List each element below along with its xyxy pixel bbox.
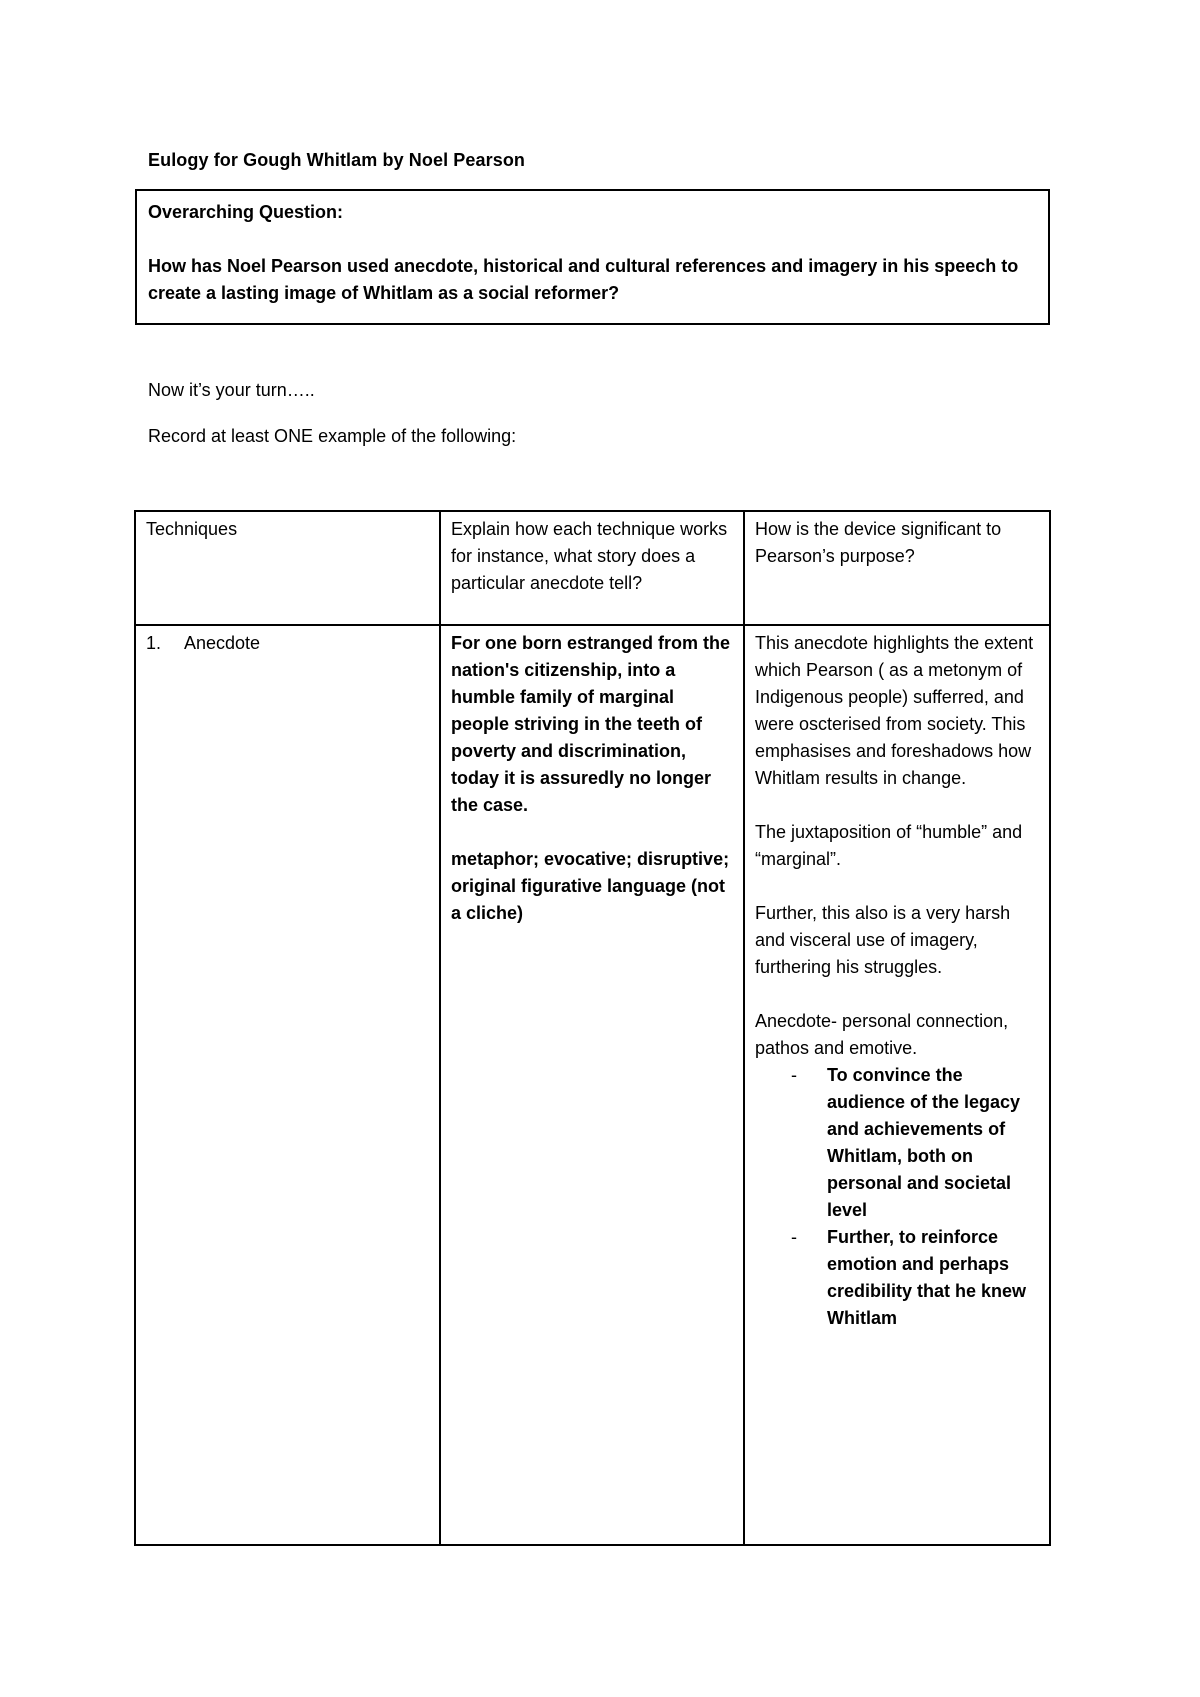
notes-text: metaphor; evocative; disruptive; original figurative language (not a cliche) <box>451 849 730 923</box>
question-label: Overarching Question: <box>148 202 344 222</box>
header-significance: How is the device significant to Pearson’s purpose? <box>744 511 1050 625</box>
list-item: - To convince the audience of the legacy and achievements of Whitlam, both on personal and societal level <box>827 1062 1039 1224</box>
header-techniques: Techniques <box>135 511 440 625</box>
technique-cell <box>135 625 440 1545</box>
significance-paragraph: The juxtaposition of “humble” and “marginal”. <box>755 822 1023 869</box>
technique-name: Anecdote <box>184 633 261 653</box>
header-explain: Explain how each technique works for instance, what story does a particular anecdote tell? <box>440 511 744 625</box>
techniques-table <box>134 510 1051 1546</box>
question-text: How has Noel Pearson used anecdote, historical and cultural references and imagery in his speech to create a lasting image of Whitlam as a social reformer? <box>148 256 1019 303</box>
significance-paragraph: Further, this also is a very harsh and visceral use of imagery, furthering his struggles. <box>755 903 1011 977</box>
significance-cell <box>744 625 1050 1545</box>
significance-bullet-list <box>755 1062 1039 1332</box>
table-header-row <box>135 511 1050 625</box>
list-item: - Further, to reinforce emotion and perhaps credibility that he knew Whitlam <box>827 1224 1039 1332</box>
quote-text: For one born estranged from the nation's citizenship, into a humble family of marginal people striving in the teeth of poverty and discrimination, today it is assuredly no longer the case. <box>451 633 731 815</box>
explain-cell <box>440 625 744 1545</box>
row-number: 1. <box>146 633 162 653</box>
page-title: Eulogy for Gough Whitlam by Noel Pearson <box>148 150 526 170</box>
intro-line: Now it’s your turn….. <box>148 380 315 400</box>
overarching-question-box <box>135 189 1050 325</box>
significance-paragraph: This anecdote highlights the extent which Pearson ( as a metonym of Indigenous people) sufferred, and were oscterised from society. This emphasises and foreshadows how Whitlam results in change. <box>755 633 1034 788</box>
significance-paragraph: Anecdote- personal connection, pathos and emotive. <box>755 1011 1009 1058</box>
instruction-line: Record at least ONE example of the following: <box>148 426 517 446</box>
table-row <box>135 625 1050 1545</box>
